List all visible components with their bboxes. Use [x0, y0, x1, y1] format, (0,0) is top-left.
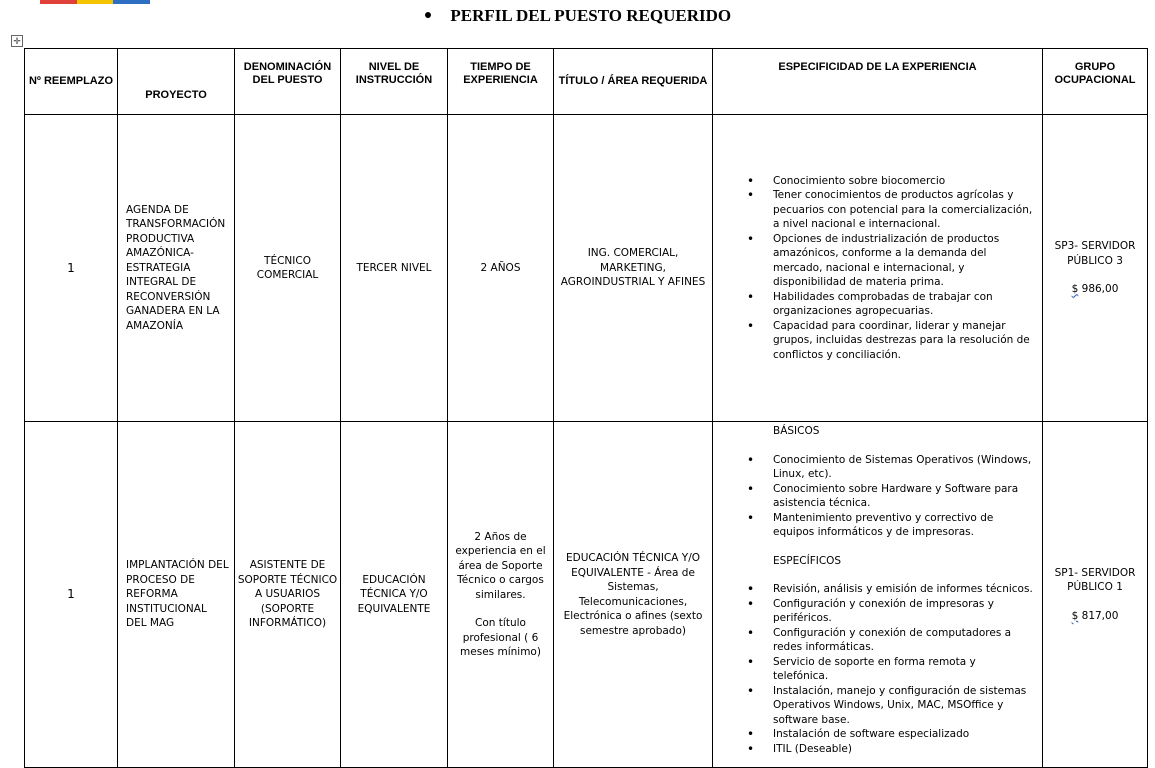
cell-especificidad: [713, 422, 1043, 768]
spec-item: • ITIL (Deseable): [773, 742, 1034, 757]
spec-item: • Capacidad para coordinar, liderar y manejar grupos, incluidas destrezas para la resolución de conflictos y conciliación.: [773, 319, 1034, 363]
grupo-text: SP1- SERVIDOR PÚBLICO 1: [1054, 566, 1136, 594]
spec-item: • Conocimiento sobre Hardware y Software para asistencia técnica.: [773, 482, 1034, 511]
cell-grupo: [1043, 115, 1148, 422]
spec-item: • Configuración y conexión de impresoras y periféricos.: [773, 597, 1034, 626]
cell-reemplazo: 1: [25, 115, 118, 422]
spec-item: • Mantenimiento preventivo y correctivo de equipos informáticos y de impresoras.: [773, 511, 1034, 540]
tiempo-extra-text: Con título profesional ( 6 meses mínimo): [460, 617, 541, 658]
header-titulo: TÍTULO / ÁREA REQUERIDA: [554, 49, 713, 115]
header-tiempo: TIEMPO DE EXPERIENCIA: [448, 49, 554, 115]
spec-item: • Habilidades comprobadas de trabajar con organizaciones agropecuarias.: [773, 290, 1034, 319]
cell-puesto: ASISTENTE DE SOPORTE TÉCNICO A USUARIOS (SOPORTE INFORMÁTICO): [235, 422, 341, 768]
job-profile-table: [24, 48, 1148, 768]
cell-nivel: TERCER NIVEL: [341, 115, 448, 422]
salary-currency: $: [1071, 283, 1079, 296]
move-handle-icon[interactable]: ✛: [11, 35, 23, 47]
logo-color-strip: [40, 0, 150, 4]
spec-item: • Revisión, análisis y emisión de informes técnicos.: [773, 582, 1034, 597]
especificidad-list: [713, 424, 1042, 756]
page-title-text: PERFIL DEL PUESTO REQUERIDO: [450, 6, 732, 25]
spec-item: • Instalación de software especializado: [773, 727, 1034, 742]
salary-currency: $: [1071, 609, 1079, 622]
page-title: [0, 6, 1155, 26]
spec-gap: [773, 439, 1034, 453]
cell-nivel: EDUCACIÓN TÉCNICA Y/O EQUIVALENTE: [341, 422, 448, 768]
cell-especificidad: [713, 115, 1043, 422]
logo-red-segment: [40, 0, 77, 4]
header-grupo: GRUPO OCUPACIONAL: [1043, 49, 1148, 115]
table-row: [25, 115, 1148, 422]
cell-grupo: [1043, 422, 1148, 768]
spec-item: • Servicio de soporte en forma remota y telefónica.: [773, 655, 1034, 684]
header-nivel: NIVEL DE INSTRUCCIÓN: [341, 49, 448, 115]
spec-item: • Conocimiento sobre biocomercio: [773, 174, 1034, 189]
especificidad-list: [713, 174, 1042, 363]
salary-amount: [1072, 282, 1119, 297]
cell-titulo: EDUCACIÓN TÉCNICA Y/O EQUIVALENTE - Área de Sistemas, Telecomunicaciones, Electrónica o afines (sexto semestre aprobado): [554, 422, 713, 768]
logo-yellow-segment: [77, 0, 114, 4]
cell-tiempo: [448, 115, 554, 422]
cell-titulo: ING. COMERCIAL, MARKETING, AGROINDUSTRIAL Y AFINES: [554, 115, 713, 422]
spec-item: • Conocimiento de Sistemas Operativos (Windows, Linux, etc).: [773, 453, 1034, 482]
cell-tiempo: [448, 422, 554, 768]
header-puesto: DENOMINACIÓN DEL PUESTO: [235, 49, 341, 115]
header-proyecto: PROYECTO: [118, 49, 235, 115]
spec-item: • Opciones de industrialización de productos amazónicos, conforme a la demanda del mercado, nacional e internacional, y disponibilidad de materia prima.: [773, 232, 1034, 290]
cell-puesto: TÉCNICO COMERCIAL: [235, 115, 341, 422]
spec-item: • Tener conocimientos de productos agrícolas y pecuarios con potencial para la comercialización, a nivel nacional e internacional.: [773, 188, 1034, 232]
salary-value: 986,00: [1081, 283, 1119, 296]
salary-value: 817,00: [1081, 609, 1119, 622]
table-header-row: [25, 49, 1148, 115]
logo-blue-segment: [113, 0, 150, 4]
spec-heading: BÁSICOS: [773, 425, 820, 437]
header-especificidad: ESPECIFICIDAD DE LA EXPERIENCIA: [713, 49, 1043, 115]
spec-gap: [773, 568, 1034, 582]
title-bullet-icon: ●: [423, 8, 433, 23]
cell-proyecto: AGENDA DE TRANSFORMACIÓN PRODUCTIVA AMAZÓNICA- ESTRATEGIA INTEGRAL DE RECONVERSIÓN GANADERA EN LA AMAZONÍA: [118, 115, 235, 422]
table-row: [25, 422, 1148, 768]
spec-gap: [773, 540, 1034, 554]
salary-amount: [1072, 609, 1119, 624]
spec-item: • Configuración y conexión de computadores a redes informáticas.: [773, 626, 1034, 655]
cell-reemplazo: 1: [25, 422, 118, 768]
spec-item: • Instalación, manejo y configuración de sistemas Operativos Windows, Unix, MAC, MSOffice y software base.: [773, 684, 1034, 728]
tiempo-text: 2 AÑOS: [480, 261, 521, 274]
cell-proyecto: IMPLANTACIÓN DEL PROCESO DE REFORMA INSTITUCIONAL DEL MAG: [118, 422, 235, 768]
grupo-text: SP3- SERVIDOR PÚBLICO 3: [1054, 240, 1136, 267]
spec-heading: ESPECÍFICOS: [773, 554, 842, 567]
tiempo-text: 2 Años de experiencia en el área de Soporte Técnico o cargos similares.: [455, 530, 546, 601]
header-reemplazo: Nº REEMPLAZO: [25, 49, 118, 115]
